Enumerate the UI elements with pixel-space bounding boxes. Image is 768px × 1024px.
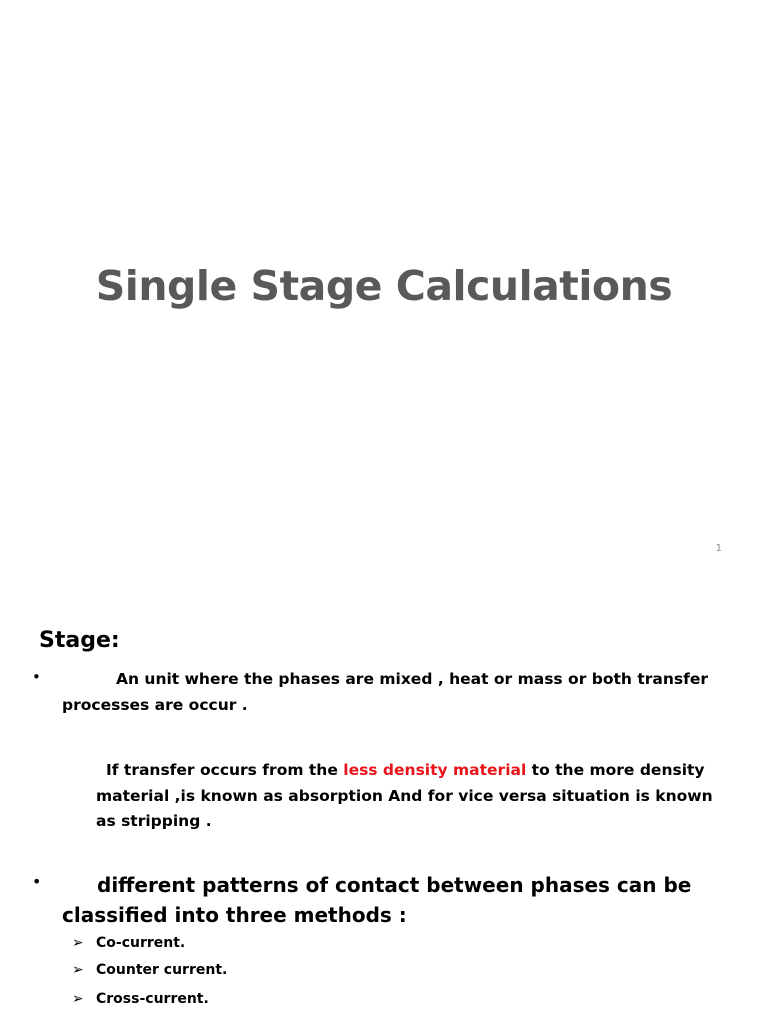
patterns-text: different patterns of contact between phases can be classified into three methods :: [62, 873, 692, 927]
transfer-paragraph: [96, 758, 736, 835]
slide-title: Single Stage Calculations: [95, 262, 673, 310]
transfer-prefix: If transfer occurs from the: [106, 761, 344, 779]
arrow-bullet-icon: ➢: [72, 962, 84, 978]
definition-text: An unit where the phases are mixed , heat or mass or both transfer processes are occur .: [62, 670, 709, 714]
list-item: [72, 962, 227, 978]
bullet-icon: •: [32, 668, 41, 686]
list-item-label: Cross-current.: [96, 991, 209, 1007]
list-item-label: Counter current.: [96, 962, 228, 978]
page-number: 1: [715, 543, 722, 554]
patterns-paragraph: [62, 870, 742, 930]
list-item: [72, 991, 209, 1007]
section-heading: Stage:: [39, 628, 120, 653]
list-item-label: Co-current.: [96, 935, 186, 951]
definition-paragraph: [62, 666, 732, 718]
transfer-suffix: to the more density material ,is known as absorption And for vice versa situation is known as stripping .: [96, 761, 713, 830]
highlight-text: less density material: [343, 761, 527, 779]
arrow-bullet-icon: ➢: [72, 935, 84, 951]
arrow-bullet-icon: ➢: [72, 991, 84, 1007]
list-item: [72, 935, 185, 951]
bullet-icon: •: [32, 872, 42, 891]
